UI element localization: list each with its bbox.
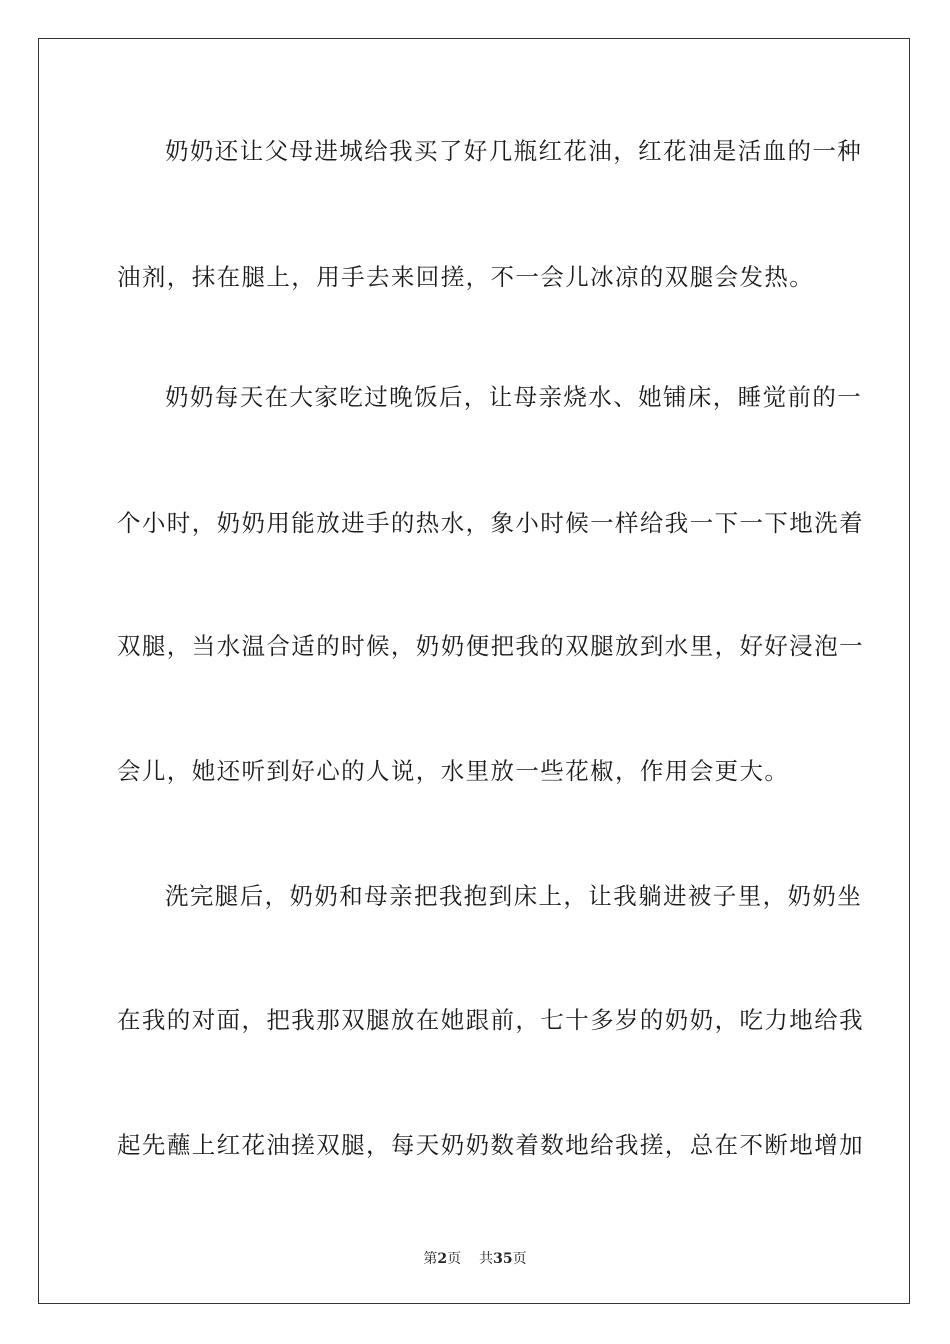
total-pages: 35: [493, 1251, 513, 1267]
text-line: 双腿，当水温合适的时候，奶奶便把我的双腿放到水里，好好浸泡一: [117, 632, 864, 660]
text-line: 奶奶还让父母进城给我买了好几瓶红花油，红花油是活血的一种: [165, 137, 863, 165]
page-prefix: 第: [423, 1251, 438, 1267]
total-prefix: 共: [479, 1251, 494, 1267]
text-line: 会儿，她还听到好心的人说，水里放一些花椒，作用会更大。: [117, 757, 790, 785]
text-line: 个小时，奶奶用能放进手的热水，象小时候一样给我一下一下地洗着: [117, 509, 864, 537]
text-line: 奶奶每天在大家吃过晚饭后，让母亲烧水、她铺床，睡觉前的一: [165, 383, 863, 411]
text-line: 起先蘸上红花油搓双腿，每天奶奶数着数地给我搓，总在不断地增加: [117, 1131, 864, 1159]
page-border: [38, 38, 910, 1304]
page-footer: [0, 1248, 950, 1268]
total-suffix: 页: [512, 1251, 527, 1267]
page-suffix: 页: [447, 1251, 462, 1267]
text-line: 油剂，抹在腿上，用手去来回搓，不一会儿冰凉的双腿会发热。: [117, 263, 815, 291]
text-line: 洗完腿后，奶奶和母亲把我抱到床上，让我躺进被子里，奶奶坐: [165, 882, 863, 910]
page-number: 2: [437, 1251, 448, 1267]
text-line: 在我的对面，把我那双腿放在她跟前，七十多岁的奶奶，吃力地给我: [117, 1006, 864, 1034]
